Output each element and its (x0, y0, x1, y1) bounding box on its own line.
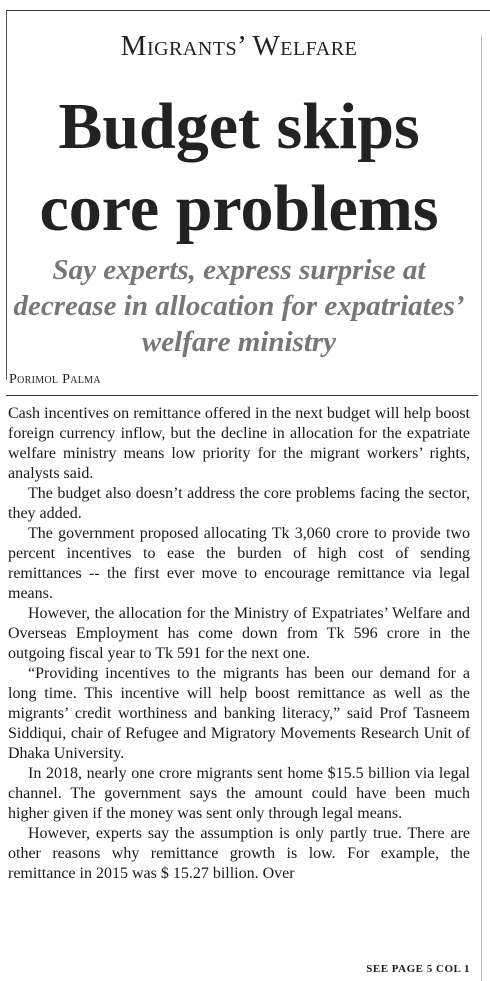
byline: Porimol Palma (9, 372, 101, 387)
paragraph: The budget also doesn’t address the core problems facing the sector, they added. (8, 485, 470, 522)
paragraph: In 2018, nearly one crore migrants sent home $15.5 billion via legal channel. The government says the amount could have been much higher given if the money was sent only through legal means. (8, 765, 470, 822)
article-body (8, 404, 470, 884)
paragraph: Cash incentives on remittance offered in the next budget will help boost foreign currency inflow, but the decline in allocation for the expatriate welfare ministry means low priority for the migrant workers’ rights, analysts said. (8, 405, 470, 482)
paragraph: “Providing incentives to the migrants has been our demand for a long time. This incentive will help boost remittance as well as the migrants’ credit worthiness and banking literacy,” said Prof Tasneem Siddiqui, chair of Refugee and Migratory Movements Research Unit of Dhaka University. (8, 665, 470, 762)
right-rule (481, 36, 482, 981)
continued-jump-line: SEE PAGE 5 COL 1 (366, 963, 470, 975)
section-kicker: Migrants’ Welfare (120, 30, 358, 62)
paragraph: However, the allocation for the Ministry of Expatriates’ Welfare and Overseas Employment has come down from Tk 596 crore in the outgoing fiscal year to Tk 591 for the next one. (8, 605, 470, 662)
headline: Budget skips core problems (39, 90, 439, 245)
top-rule (6, 10, 490, 11)
deck-subheadline: Say experts, express surprise at decrease in allocation for expatriates’ welfare ministry (13, 254, 465, 358)
paragraph: However, experts say the assumption is only partly true. There are other reasons why remittance growth is low. For example, the remittance in 2015 was $ 15.27 billion. Over (8, 825, 470, 882)
paragraph: The government proposed allocating Tk 3,060 crore to provide two percent incentives to ease the burden of high cost of sending remittances -- the first ever move to encourage remittance via legal means. (8, 525, 470, 602)
byline-rule (6, 395, 478, 396)
